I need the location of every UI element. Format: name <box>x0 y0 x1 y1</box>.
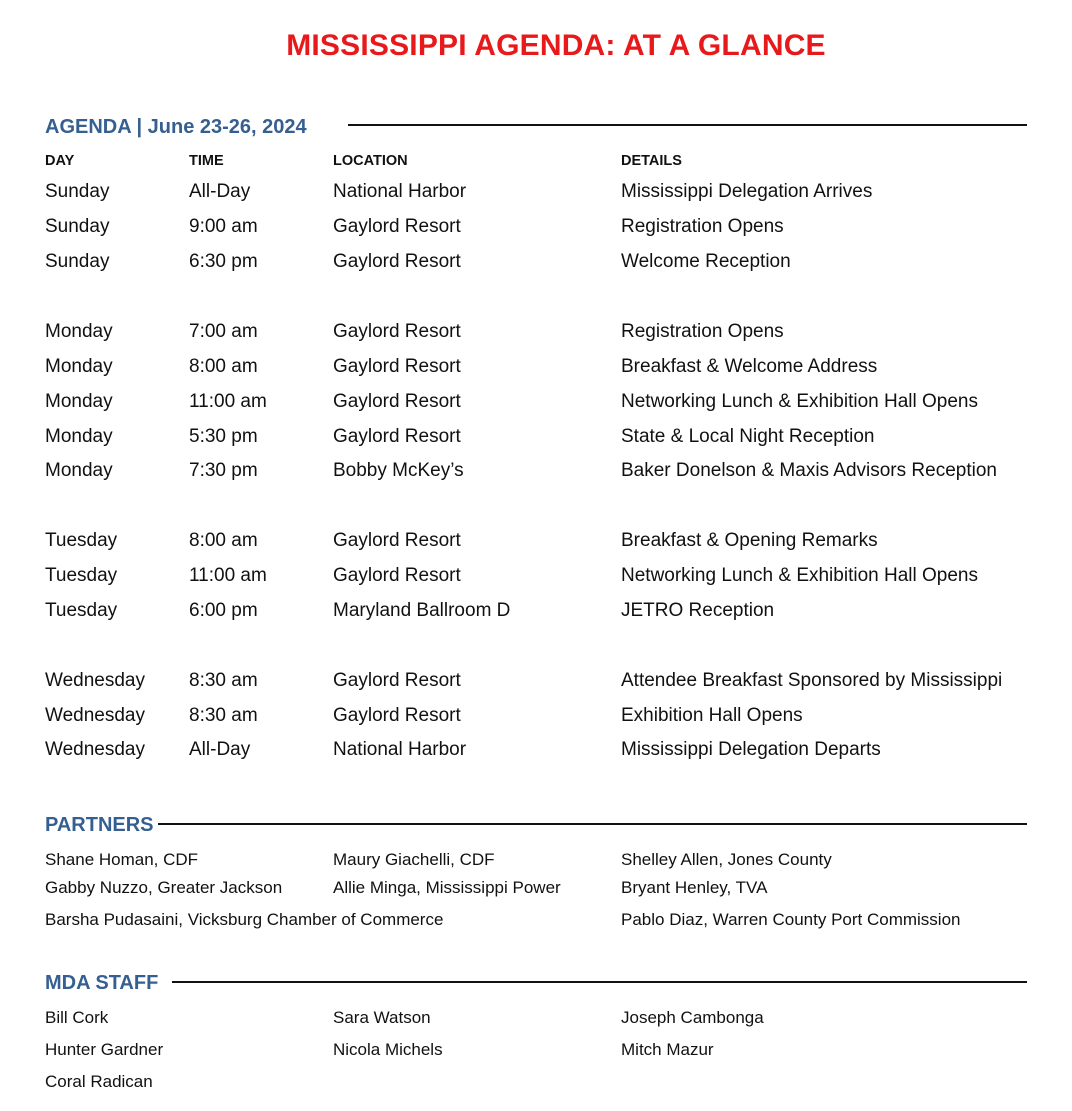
row-details: Registration Opens <box>621 216 784 237</box>
staff-name: Mitch Mazur <box>621 1040 714 1059</box>
staff-name: Joseph Cambonga <box>621 1008 764 1027</box>
staff-name: Sara Watson <box>333 1008 431 1027</box>
row-day: Tuesday <box>45 600 118 621</box>
row-time: 9:00 am <box>189 216 258 237</box>
row-day: Tuesday <box>45 530 118 551</box>
row-location: Gaylord Resort <box>333 530 461 551</box>
staff-name: Nicola Michels <box>333 1040 443 1059</box>
row-time: 7:30 pm <box>189 460 258 481</box>
staff-name: Hunter Gardner <box>45 1040 164 1059</box>
row-time: 6:00 pm <box>189 600 258 621</box>
row-location: Gaylord Resort <box>333 391 461 412</box>
row-day: Wednesday <box>45 670 145 691</box>
column-header-location: LOCATION <box>333 153 408 169</box>
row-time: 8:00 am <box>189 530 258 551</box>
row-day: Wednesday <box>45 739 145 760</box>
row-time: 8:30 am <box>189 670 258 691</box>
partner-name: Barsha Pudasaini, Vicksburg Chamber of Commerce <box>45 910 444 929</box>
column-header-time: TIME <box>189 153 224 169</box>
row-location: Gaylord Resort <box>333 216 461 237</box>
row-details: Attendee Breakfast Sponsored by Mississippi <box>621 670 1003 691</box>
row-day: Monday <box>45 321 113 342</box>
row-day: Tuesday <box>45 565 118 586</box>
partner-name: Allie Minga, Mississippi Power <box>333 878 561 897</box>
column-header-details: DETAILS <box>621 153 682 169</box>
staff-name: Coral Radican <box>45 1072 153 1091</box>
row-location: Gaylord Resort <box>333 426 461 447</box>
partner-name: Shelley Allen, Jones County <box>621 850 832 869</box>
row-location: Maryland Ballroom D <box>333 600 511 621</box>
row-details: Mississippi Delegation Arrives <box>621 181 873 202</box>
partners-divider <box>158 823 1027 825</box>
row-time: 11:00 am <box>189 391 267 412</box>
row-location: Bobby McKey’s <box>333 460 464 481</box>
row-location: Gaylord Resort <box>333 321 461 342</box>
row-day: Sunday <box>45 216 110 237</box>
column-header-day: DAY <box>45 153 75 169</box>
staff-divider <box>172 981 1027 983</box>
row-day: Monday <box>45 460 113 481</box>
row-day: Monday <box>45 356 113 377</box>
row-location: Gaylord Resort <box>333 705 461 726</box>
partner-name: Bryant Henley, TVA <box>621 878 768 897</box>
row-details: Welcome Reception <box>621 251 791 272</box>
row-details: Networking Lunch & Exhibition Hall Opens <box>621 565 978 586</box>
row-details: Exhibition Hall Opens <box>621 705 803 726</box>
row-location: Gaylord Resort <box>333 356 461 377</box>
row-time: 11:00 am <box>189 565 267 586</box>
row-details: Baker Donelson & Maxis Advisors Reception <box>621 460 997 481</box>
row-day: Wednesday <box>45 705 145 726</box>
row-time: All-Day <box>189 181 251 202</box>
row-details: Mississippi Delegation Departs <box>621 739 881 760</box>
partner-name: Maury Giachelli, CDF <box>333 850 495 869</box>
partners-heading: PARTNERS <box>45 814 154 836</box>
row-details: State & Local Night Reception <box>621 426 875 447</box>
row-time: All-Day <box>189 739 251 760</box>
partner-name: Shane Homan, CDF <box>45 850 199 869</box>
row-details: Breakfast & Welcome Address <box>621 356 878 377</box>
agenda-heading: AGENDA | June 23-26, 2024 <box>45 116 307 138</box>
row-location: Gaylord Resort <box>333 670 461 691</box>
row-location: Gaylord Resort <box>333 251 461 272</box>
partner-name: Pablo Diaz, Warren County Port Commission <box>621 910 961 929</box>
row-time: 6:30 pm <box>189 251 258 272</box>
row-details: Breakfast & Opening Remarks <box>621 530 878 551</box>
staff-name: Bill Cork <box>45 1008 109 1027</box>
row-time: 8:00 am <box>189 356 258 377</box>
page-title: MISSISSIPPI AGENDA: AT A GLANCE <box>286 29 826 62</box>
row-details: JETRO Reception <box>621 600 775 621</box>
row-location: National Harbor <box>333 739 467 760</box>
partner-name: Gabby Nuzzo, Greater Jackson <box>45 878 283 897</box>
agenda-divider <box>348 124 1027 126</box>
row-day: Sunday <box>45 251 110 272</box>
row-location: Gaylord Resort <box>333 565 461 586</box>
row-time: 8:30 am <box>189 705 258 726</box>
row-details: Registration Opens <box>621 321 784 342</box>
row-details: Networking Lunch & Exhibition Hall Opens <box>621 391 978 412</box>
row-day: Sunday <box>45 181 110 202</box>
row-location: National Harbor <box>333 181 467 202</box>
row-time: 5:30 pm <box>189 426 258 447</box>
row-day: Monday <box>45 426 113 447</box>
row-day: Monday <box>45 391 113 412</box>
row-time: 7:00 am <box>189 321 258 342</box>
staff-heading: MDA STAFF <box>45 972 159 994</box>
